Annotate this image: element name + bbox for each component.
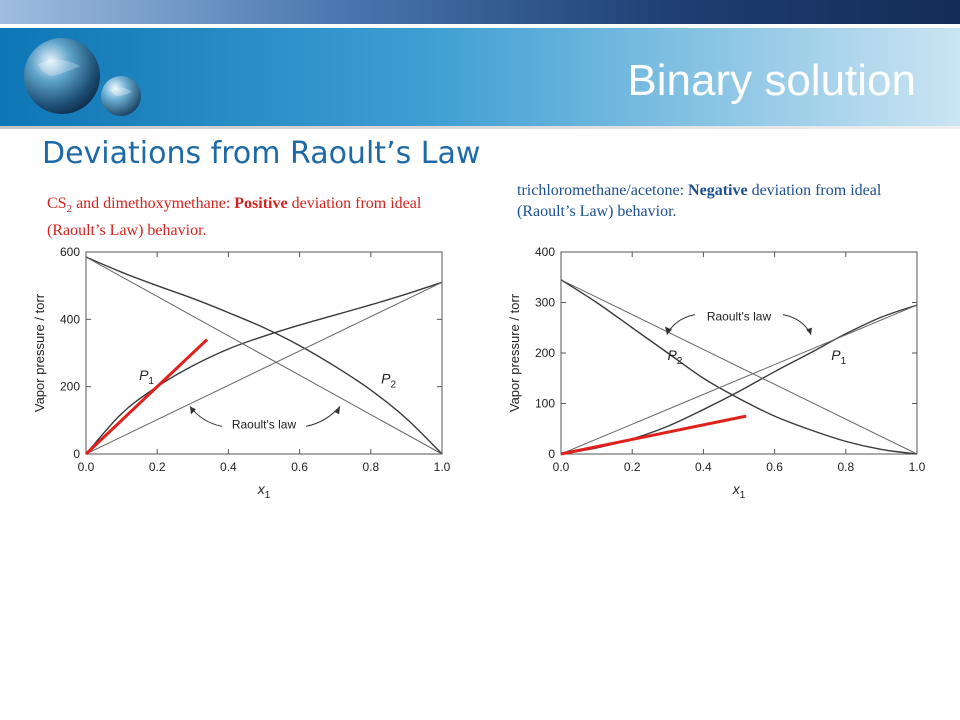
y-tick-label: 600 [59,245,80,259]
x-tick-label: 1.0 [433,460,451,474]
caption-emphasis: Negative [688,182,748,199]
x-tick-label: 0.0 [552,460,570,474]
caption-text-b: deviation from ideal (Raoult’s Law) behavior. [517,182,882,220]
x-axis-label: $x_1$ [732,481,746,500]
series-label: $P_2$ [381,370,397,391]
caption-prefix: CS [47,195,67,212]
highlight-slope-line [86,340,207,454]
section-subtitle: Deviations from Raoult’s Law [42,136,481,171]
negative-deviation-chart [505,240,945,500]
x-axis-label-subscript: 1 [739,490,746,500]
raoult-ideal-line [561,305,917,454]
x-axis-label: $x_1$ [257,481,271,500]
annotation-arrow-left [667,315,695,335]
y-tick-label: 0 [73,447,80,461]
header-divider [0,126,960,129]
annotation-arrow-right [783,315,811,335]
series-label-subscript: 2 [676,356,683,368]
x-tick-label: 1.0 [908,460,926,474]
raoult-ideal-line [561,280,917,454]
annotation-arrowhead-left [190,406,196,414]
x-tick-label: 0.4 [695,460,712,474]
series-label: $P_2$ [667,347,683,368]
x-tick-label: 0.6 [291,460,308,474]
caption-subscript: 2 [66,203,73,216]
x-tick-label: 0.8 [837,460,855,474]
x-axis-label-subscript: 1 [264,490,271,500]
positive-deviation-chart [30,240,470,500]
x-tick-label: 0.8 [362,460,380,474]
y-tick-label: 200 [534,346,555,360]
raoult-law-annotation: Raoult's law [231,417,297,432]
y-axis-label: Vapor pressure / torr [32,293,47,413]
y-tick-label: 200 [59,379,80,394]
series-label-subscript: 2 [390,379,397,391]
x-tick-label: 0.2 [148,460,166,474]
caption-text-a: trichloromethane/acetone: [517,182,689,199]
y-tick-label: 400 [534,245,555,259]
top-decor-bar [0,0,960,24]
series-label-subscript: 1 [840,356,847,368]
y-tick-label: 400 [59,312,80,327]
spheres-logo-icon [18,36,148,126]
y-tick-label: 0 [548,447,555,461]
highlight-slope-line [561,416,746,454]
series-label: $P_1$ [139,366,154,387]
caption-text-b: deviation from ideal (Raoult’s Law) behavior. [47,195,422,240]
y-tick-label: 100 [534,396,555,411]
y-tick-label: 300 [534,295,555,310]
annotation-arrow-right [306,406,340,426]
x-tick-label: 0.2 [623,460,641,474]
raoult-law-annotation: Raoult's law [706,309,772,324]
x-tick-label: 0.4 [220,460,237,474]
caption-emphasis: Positive [234,195,288,212]
x-tick-label: 0.6 [766,460,783,474]
y-axis-label: Vapor pressure / torr [507,293,522,413]
slide-title: Binary solution [627,56,916,105]
plot-frame [561,252,917,454]
series-label-subscript: 1 [148,375,154,387]
negative-deviation-caption [517,180,937,222]
series-label: $P_1$ [831,347,847,368]
x-tick-label: 0.0 [77,460,95,474]
caption-text-a: and dimethoxymethane: [72,195,235,212]
annotation-arrowhead-right [334,406,340,414]
positive-deviation-caption [47,193,467,241]
